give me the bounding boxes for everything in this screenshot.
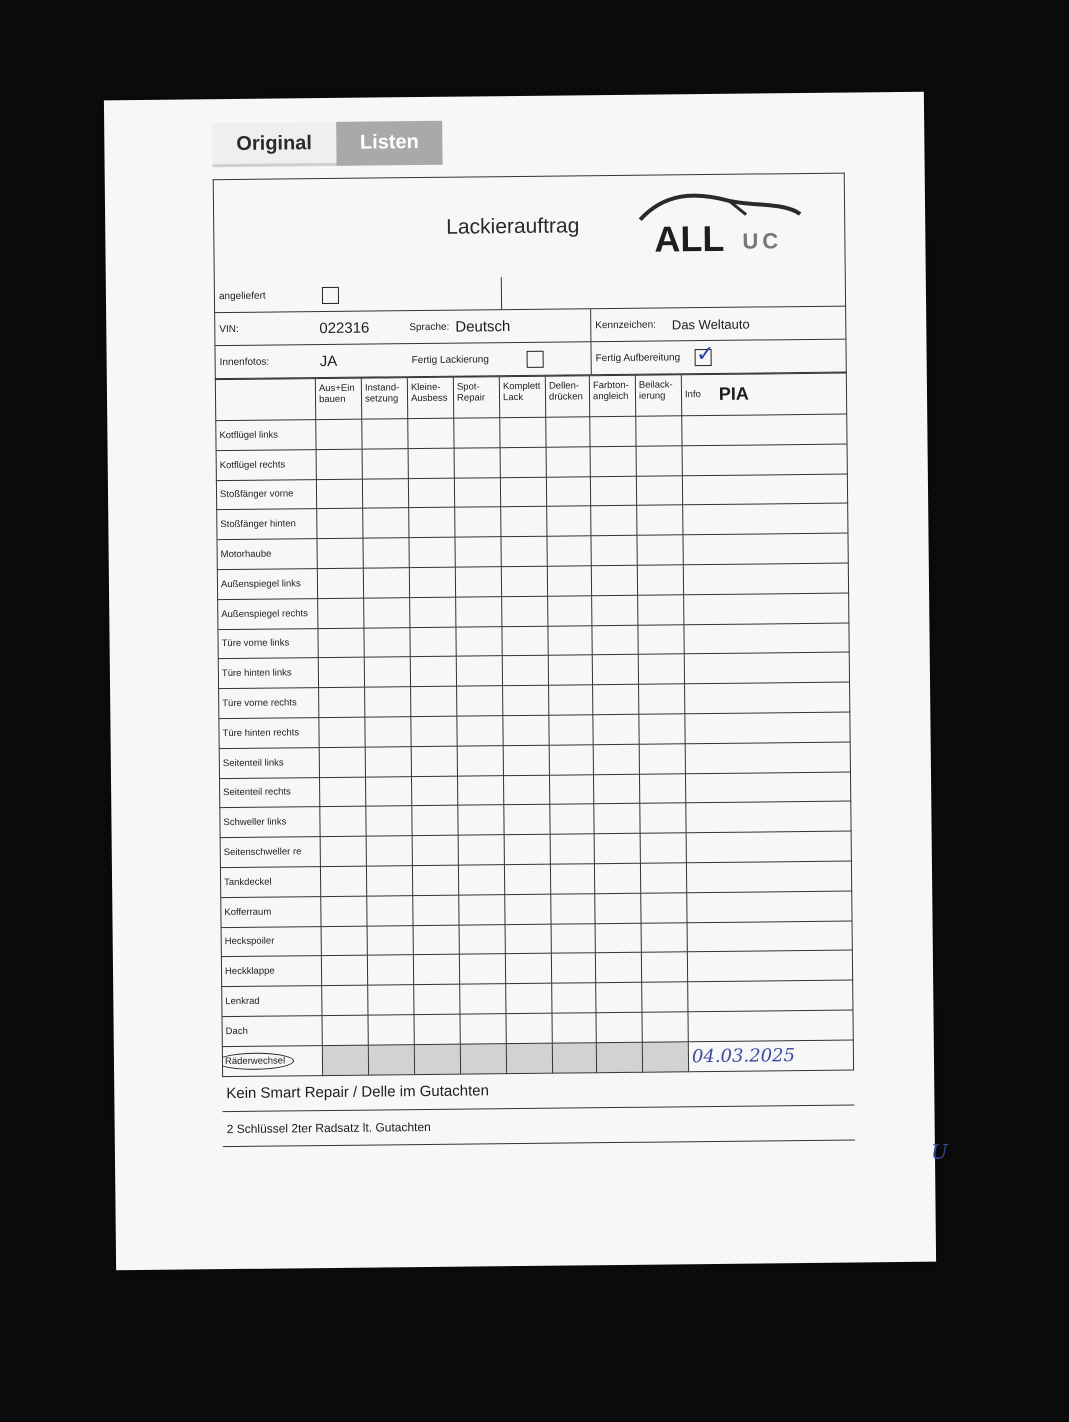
checkbox-cell[interactable] bbox=[410, 657, 456, 687]
row-label-text: Kofferraum bbox=[224, 906, 272, 918]
column-header: Kleine- Ausbess bbox=[407, 377, 453, 418]
checkbox-cell[interactable] bbox=[594, 804, 640, 834]
checkbox-cell[interactable] bbox=[458, 865, 504, 895]
checkbox-cell[interactable] bbox=[640, 833, 686, 863]
checkbox-cell[interactable] bbox=[636, 416, 682, 446]
row-label-text: Heckspoiler bbox=[224, 936, 275, 948]
row-label bbox=[220, 807, 320, 838]
checkbox-cell[interactable] bbox=[594, 863, 640, 893]
fertig-lackierung-checkbox[interactable] bbox=[527, 350, 544, 367]
checkbox-cell[interactable] bbox=[367, 925, 413, 955]
row-label-text: Seitenschweller re bbox=[223, 846, 302, 859]
checkbox-cell[interactable] bbox=[503, 775, 549, 805]
info-cell[interactable] bbox=[682, 444, 847, 476]
checkbox-cell[interactable] bbox=[455, 567, 501, 597]
checkbox-cell[interactable] bbox=[502, 656, 548, 686]
checkbox-cell[interactable] bbox=[501, 536, 547, 566]
info-cell[interactable] bbox=[687, 950, 852, 982]
checkbox-cell[interactable] bbox=[637, 535, 683, 565]
checkbox-cell[interactable] bbox=[368, 985, 414, 1015]
checkbox-cell[interactable] bbox=[638, 654, 684, 684]
table-header-row bbox=[215, 373, 846, 421]
checkbox-cell[interactable] bbox=[591, 506, 637, 536]
checkbox-cell[interactable] bbox=[546, 476, 590, 506]
checkbox-cell[interactable] bbox=[366, 836, 412, 866]
checkbox-cell[interactable] bbox=[366, 806, 412, 836]
checkbox-cell[interactable] bbox=[546, 447, 590, 477]
checkbox-cell[interactable] bbox=[320, 866, 366, 896]
checkbox-cell[interactable] bbox=[319, 687, 365, 717]
checkbox-cell[interactable] bbox=[640, 803, 686, 833]
info-cell[interactable] bbox=[684, 652, 849, 684]
checkbox-cell[interactable] bbox=[459, 894, 505, 924]
column-header: Instand- setzung bbox=[361, 378, 407, 419]
row-label-text: Schweller links bbox=[223, 816, 287, 829]
checkbox-cell[interactable] bbox=[318, 658, 364, 688]
checkbox-cell[interactable] bbox=[637, 505, 683, 535]
checkbox-cell[interactable] bbox=[318, 628, 364, 658]
note-smart-repair: Kein Smart Repair / Delle im Gutachten bbox=[222, 1070, 854, 1112]
checkbox-cell[interactable] bbox=[505, 894, 551, 924]
checkbox-cell[interactable] bbox=[317, 538, 363, 568]
checkbox-cell[interactable] bbox=[455, 507, 501, 537]
row-label-text: Räderwechsel bbox=[222, 1052, 294, 1070]
checkbox-cell[interactable] bbox=[414, 1044, 460, 1074]
checkbox-cell[interactable] bbox=[322, 1015, 368, 1045]
row-label bbox=[216, 449, 316, 480]
alluc-logo bbox=[634, 188, 805, 260]
checkbox-cell[interactable] bbox=[367, 955, 413, 985]
checkbox-cell[interactable] bbox=[503, 685, 549, 715]
info-cell[interactable] bbox=[687, 921, 852, 953]
row-label bbox=[221, 896, 321, 927]
info-cell[interactable] bbox=[685, 682, 850, 714]
checkbox-cell[interactable] bbox=[457, 686, 503, 716]
checkbox-cell[interactable] bbox=[501, 507, 547, 537]
checkbox-cell[interactable] bbox=[546, 417, 590, 447]
checkbox-cell[interactable] bbox=[456, 596, 502, 626]
checkbox-cell[interactable] bbox=[549, 685, 593, 715]
info-cell[interactable] bbox=[686, 861, 851, 893]
checkbox-cell[interactable] bbox=[637, 565, 683, 595]
tab-listen[interactable]: Listen bbox=[336, 121, 443, 166]
row-label-text: Türe vorne rechts bbox=[222, 697, 297, 710]
checkbox-cell[interactable] bbox=[595, 893, 641, 923]
logo-suffix: UC bbox=[742, 228, 783, 254]
checkbox-cell[interactable] bbox=[322, 1045, 368, 1075]
row-label-text: Stoßfänger vorne bbox=[219, 488, 294, 501]
checkbox-cell[interactable] bbox=[590, 416, 636, 446]
checkbox-cell[interactable] bbox=[552, 1013, 596, 1043]
checkbox-cell[interactable] bbox=[412, 835, 458, 865]
checkbox-cell[interactable] bbox=[459, 954, 505, 984]
checkbox-cell[interactable] bbox=[319, 747, 365, 777]
row-label-text: Lenkrad bbox=[225, 995, 260, 1008]
checkbox-cell[interactable] bbox=[550, 834, 594, 864]
kennzeichen-label: Kennzeichen: bbox=[595, 319, 656, 331]
row-label-text: Türe hinten rechts bbox=[222, 727, 300, 739]
checkbox-cell[interactable] bbox=[454, 477, 500, 507]
checkbox-cell[interactable] bbox=[639, 744, 685, 774]
angeliefert-checkbox[interactable] bbox=[322, 286, 339, 303]
checkbox-cell[interactable] bbox=[459, 924, 505, 954]
checkbox-cell[interactable] bbox=[593, 744, 639, 774]
checkbox-cell[interactable] bbox=[502, 596, 548, 626]
checkbox-cell[interactable] bbox=[592, 655, 638, 685]
checkbox-cell[interactable] bbox=[322, 985, 368, 1015]
checkbox-cell[interactable] bbox=[548, 625, 592, 655]
checkbox-cell[interactable] bbox=[411, 716, 457, 746]
checkbox-cell[interactable] bbox=[454, 418, 500, 448]
column-header: Beilack- ierung bbox=[635, 375, 681, 416]
row-label bbox=[222, 1016, 322, 1047]
checkbox-cell[interactable] bbox=[548, 655, 592, 685]
column-header-info bbox=[681, 373, 846, 416]
checkbox-cell[interactable] bbox=[548, 596, 592, 626]
sprache-label: Sprache: bbox=[409, 321, 450, 333]
row-label bbox=[219, 747, 319, 778]
checkbox-cell[interactable] bbox=[316, 419, 362, 449]
info-cell[interactable] bbox=[685, 742, 850, 774]
checkbox-cell[interactable] bbox=[410, 597, 456, 627]
checkbox-cell[interactable] bbox=[500, 477, 546, 507]
checkbox-cell[interactable] bbox=[504, 864, 550, 894]
checkbox-cell[interactable] bbox=[321, 896, 367, 926]
checkbox-cell[interactable] bbox=[454, 447, 500, 477]
checkbox-cell[interactable] bbox=[319, 777, 365, 807]
checkbox-cell[interactable] bbox=[365, 687, 411, 717]
row-label bbox=[222, 986, 322, 1017]
checkbox-cell[interactable] bbox=[506, 1043, 552, 1073]
checkbox-cell[interactable] bbox=[640, 863, 686, 893]
info-cell[interactable] bbox=[683, 533, 848, 565]
checkbox-cell[interactable] bbox=[460, 1014, 506, 1044]
row-label bbox=[217, 569, 317, 600]
info-cell[interactable] bbox=[685, 772, 850, 804]
info-cell[interactable] bbox=[682, 414, 847, 446]
checkbox-cell[interactable] bbox=[638, 624, 684, 654]
checkbox-cell[interactable] bbox=[458, 805, 504, 835]
handwritten-date: 04.03.2025 bbox=[691, 1044, 796, 1067]
vin-value: 022316 bbox=[319, 319, 370, 337]
checkbox-cell[interactable] bbox=[412, 865, 458, 895]
checkbox-cell[interactable] bbox=[457, 745, 503, 775]
fertig-lackierung-label: Fertig Lackierung bbox=[411, 353, 489, 366]
info-cell[interactable] bbox=[682, 474, 847, 506]
checkbox-cell[interactable] bbox=[460, 984, 506, 1014]
row-label bbox=[216, 479, 316, 510]
checkbox-cell[interactable] bbox=[365, 776, 411, 806]
note-keys-wheels: 2 Schlüssel 2ter Radsatz lt. Gutachten bbox=[222, 1105, 854, 1147]
checkbox-cell[interactable] bbox=[364, 597, 410, 627]
checkbox-cell[interactable] bbox=[642, 1041, 688, 1071]
row-label-text: Dach bbox=[225, 1025, 248, 1037]
checkbox-cell[interactable] bbox=[456, 626, 502, 656]
checkbox-cell[interactable] bbox=[414, 1014, 460, 1044]
checkbox-cell[interactable] bbox=[550, 864, 594, 894]
row-label bbox=[218, 628, 318, 659]
row-label-text: Seitenteil links bbox=[222, 757, 284, 769]
checkbox-cell[interactable] bbox=[321, 926, 367, 956]
tab-bar bbox=[212, 121, 443, 167]
info-cell[interactable] bbox=[684, 593, 849, 625]
row-label-text: Heckklappe bbox=[224, 965, 275, 978]
column-header: Dellen- drücken bbox=[545, 376, 589, 417]
checkbox-cell[interactable] bbox=[590, 476, 636, 506]
checkbox-cell[interactable] bbox=[319, 717, 365, 747]
checkbox-cell[interactable] bbox=[547, 566, 591, 596]
info-cell[interactable] bbox=[688, 1040, 853, 1072]
checkbox-cell[interactable] bbox=[320, 836, 366, 866]
column-header: Spot- Repair bbox=[453, 377, 499, 418]
checkbox-cell[interactable] bbox=[641, 952, 687, 982]
empty-cell bbox=[502, 274, 845, 310]
row-label-text: Türe vorne links bbox=[221, 637, 290, 650]
checkbox-cell[interactable] bbox=[368, 1044, 414, 1074]
checkbox-cell[interactable] bbox=[505, 924, 551, 954]
row-label bbox=[217, 539, 317, 570]
fertig-aufbereitung-checkbox[interactable] bbox=[694, 341, 715, 367]
checkbox-cell[interactable] bbox=[457, 716, 503, 746]
checkbox-cell[interactable] bbox=[639, 773, 685, 803]
checkbox-cell[interactable] bbox=[594, 833, 640, 863]
info-cell[interactable] bbox=[688, 1010, 853, 1042]
checkbox-cell[interactable] bbox=[366, 866, 412, 896]
row-label bbox=[218, 658, 318, 689]
column-header: Aus+Ein bauen bbox=[315, 378, 361, 419]
checkbox-cell[interactable] bbox=[363, 508, 409, 538]
row-label bbox=[221, 956, 321, 987]
checkbox-cell[interactable] bbox=[503, 715, 549, 745]
checkbox-cell[interactable] bbox=[410, 627, 456, 657]
checkbox-cell[interactable] bbox=[549, 715, 593, 745]
checkbox-cell[interactable] bbox=[460, 1043, 506, 1073]
checkbox-cell[interactable] bbox=[549, 745, 593, 775]
row-label bbox=[217, 509, 317, 540]
checkbox-cell[interactable] bbox=[596, 982, 642, 1012]
row-label-text: Außenspiegel links bbox=[220, 578, 301, 591]
kennzeichen-value: Das Weltauto bbox=[671, 316, 750, 332]
checkbox-cell[interactable] bbox=[456, 656, 502, 686]
checkbox-cell[interactable] bbox=[458, 835, 504, 865]
checkbox-cell[interactable] bbox=[552, 983, 596, 1013]
checkbox-cell[interactable] bbox=[321, 955, 367, 985]
sprache-value: Deutsch bbox=[455, 317, 511, 336]
header-corner bbox=[215, 379, 315, 421]
row-label-text: Motorhaube bbox=[220, 548, 272, 561]
checkbox-cell[interactable] bbox=[413, 954, 459, 984]
info-cell[interactable] bbox=[688, 980, 853, 1012]
innenfotos-label: Innenfotos: bbox=[219, 356, 270, 368]
checkbox-cell[interactable] bbox=[591, 535, 637, 565]
checkbox-cell[interactable] bbox=[362, 478, 408, 508]
checkbox-cell[interactable] bbox=[412, 806, 458, 836]
checkbox-cell[interactable] bbox=[363, 538, 409, 568]
document-title: Lackierauftrag bbox=[446, 214, 580, 239]
form-header bbox=[213, 173, 846, 281]
row-label bbox=[220, 867, 320, 898]
checkbox-cell[interactable] bbox=[639, 684, 685, 714]
info-value: PIA bbox=[718, 384, 749, 405]
vin-label: VIN: bbox=[219, 323, 239, 335]
column-header: Farbton- angleich bbox=[589, 375, 635, 416]
row-label-text: Seitenteil rechts bbox=[223, 786, 291, 799]
checkbox-cell[interactable] bbox=[365, 746, 411, 776]
tab-original[interactable]: Original bbox=[212, 122, 336, 167]
checkbox-cell[interactable] bbox=[320, 806, 366, 836]
checkbox-cell[interactable] bbox=[595, 923, 641, 953]
info-cell[interactable] bbox=[684, 623, 849, 655]
row-label bbox=[219, 688, 319, 719]
checkbox-cell[interactable] bbox=[316, 479, 362, 509]
form-paper bbox=[104, 92, 948, 1271]
checkbox-cell[interactable] bbox=[365, 717, 411, 747]
checkbox-cell[interactable] bbox=[552, 1042, 596, 1072]
check-icon: ✓ bbox=[695, 341, 715, 367]
checkbox-cell[interactable] bbox=[409, 508, 455, 538]
angeliefert-label: angeliefert bbox=[218, 290, 266, 302]
checkbox-cell[interactable] bbox=[636, 446, 682, 476]
checkbox-cell[interactable] bbox=[318, 598, 364, 628]
checkbox-cell[interactable] bbox=[593, 714, 639, 744]
row-label bbox=[222, 1045, 322, 1076]
checkbox-cell[interactable] bbox=[500, 417, 546, 447]
checkbox-cell[interactable] bbox=[590, 446, 636, 476]
repair-grid bbox=[215, 373, 854, 1077]
checkbox-cell[interactable] bbox=[592, 595, 638, 625]
checkbox-cell[interactable] bbox=[641, 893, 687, 923]
checkbox-cell[interactable] bbox=[367, 895, 413, 925]
info-cell[interactable] bbox=[686, 831, 851, 863]
row-label-text: Außenspiegel rechts bbox=[221, 607, 308, 620]
row-label-text: Tankdeckel bbox=[224, 876, 272, 888]
row-label bbox=[219, 718, 319, 749]
checkbox-cell[interactable] bbox=[547, 536, 591, 566]
checkbox-cell[interactable] bbox=[641, 922, 687, 952]
checkbox-cell[interactable] bbox=[362, 419, 408, 449]
checkbox-cell[interactable] bbox=[457, 775, 503, 805]
checkbox-cell[interactable] bbox=[504, 805, 550, 835]
row-label-text: Stoßfänger hinten bbox=[220, 518, 296, 531]
checkbox-cell[interactable] bbox=[638, 595, 684, 625]
fertig-aufbereitung-label: Fertig Aufbereitung bbox=[595, 351, 681, 364]
checkbox-cell[interactable] bbox=[363, 568, 409, 598]
row-label bbox=[218, 598, 318, 629]
checkbox-cell[interactable] bbox=[593, 684, 639, 714]
checkbox-cell[interactable] bbox=[409, 567, 455, 597]
checkbox-cell[interactable] bbox=[503, 745, 549, 775]
info-cell[interactable] bbox=[686, 801, 851, 833]
checkbox-cell[interactable] bbox=[506, 983, 552, 1013]
row-label-text: Kotflügel rechts bbox=[219, 459, 286, 471]
checkbox-cell[interactable] bbox=[368, 1015, 414, 1045]
checkbox-cell[interactable] bbox=[502, 626, 548, 656]
info-cell[interactable] bbox=[683, 503, 848, 535]
row-label bbox=[221, 926, 321, 957]
info-cell[interactable] bbox=[687, 891, 852, 923]
logo-text: ALL bbox=[654, 217, 725, 260]
checkbox-cell[interactable] bbox=[642, 1012, 688, 1042]
checkbox-cell[interactable] bbox=[408, 478, 454, 508]
checkbox-cell[interactable] bbox=[364, 627, 410, 657]
checkbox-cell[interactable] bbox=[549, 774, 593, 804]
checkbox-cell[interactable] bbox=[455, 537, 501, 567]
checkbox-cell[interactable] bbox=[636, 475, 682, 505]
checkbox-cell[interactable] bbox=[551, 893, 595, 923]
column-header: Komplett Lack bbox=[499, 376, 545, 417]
checkbox-cell[interactable] bbox=[364, 657, 410, 687]
info-cell[interactable] bbox=[685, 712, 850, 744]
checkbox-cell[interactable] bbox=[596, 1042, 642, 1072]
row-label-text: Türe hinten links bbox=[221, 667, 292, 680]
checkbox-cell[interactable] bbox=[551, 953, 595, 983]
checkbox-cell[interactable] bbox=[551, 923, 595, 953]
checkbox-cell[interactable] bbox=[411, 746, 457, 776]
row-label-text: Kotflügel links bbox=[219, 429, 279, 442]
checkbox-cell[interactable] bbox=[413, 925, 459, 955]
checkbox-cell[interactable] bbox=[593, 774, 639, 804]
checkbox-cell[interactable] bbox=[408, 448, 454, 478]
info-label: Info bbox=[684, 389, 701, 401]
checkbox-cell[interactable] bbox=[413, 895, 459, 925]
checkbox-cell[interactable] bbox=[362, 448, 408, 478]
checkbox-cell[interactable] bbox=[501, 566, 547, 596]
checkbox-cell[interactable] bbox=[411, 686, 457, 716]
checkbox-cell[interactable] bbox=[506, 1013, 552, 1043]
row-label bbox=[216, 420, 316, 451]
checkbox-cell[interactable] bbox=[317, 509, 363, 539]
checkbox-cell[interactable] bbox=[596, 1012, 642, 1042]
row-label bbox=[220, 777, 320, 808]
row-label bbox=[220, 837, 320, 868]
checkbox-cell[interactable] bbox=[505, 954, 551, 984]
checkbox-cell[interactable] bbox=[414, 984, 460, 1014]
checkbox-cell[interactable] bbox=[409, 537, 455, 567]
handwritten-initials: U bbox=[930, 1139, 948, 1164]
form-sheet bbox=[213, 173, 948, 1164]
checkbox-cell[interactable] bbox=[317, 568, 363, 598]
checkbox-cell[interactable] bbox=[591, 565, 637, 595]
checkbox-cell[interactable] bbox=[408, 418, 454, 448]
checkbox-cell[interactable] bbox=[595, 953, 641, 983]
checkbox-cell[interactable] bbox=[550, 804, 594, 834]
checkbox-cell[interactable] bbox=[500, 447, 546, 477]
checkbox-cell[interactable] bbox=[411, 776, 457, 806]
checkbox-cell[interactable] bbox=[316, 449, 362, 479]
innenfotos-value: JA bbox=[319, 352, 338, 370]
info-cell[interactable] bbox=[683, 563, 848, 595]
checkbox-cell[interactable] bbox=[504, 834, 550, 864]
checkbox-cell[interactable] bbox=[547, 506, 591, 536]
checkbox-cell[interactable] bbox=[642, 982, 688, 1012]
checkbox-cell[interactable] bbox=[639, 714, 685, 744]
checkbox-cell[interactable] bbox=[592, 625, 638, 655]
